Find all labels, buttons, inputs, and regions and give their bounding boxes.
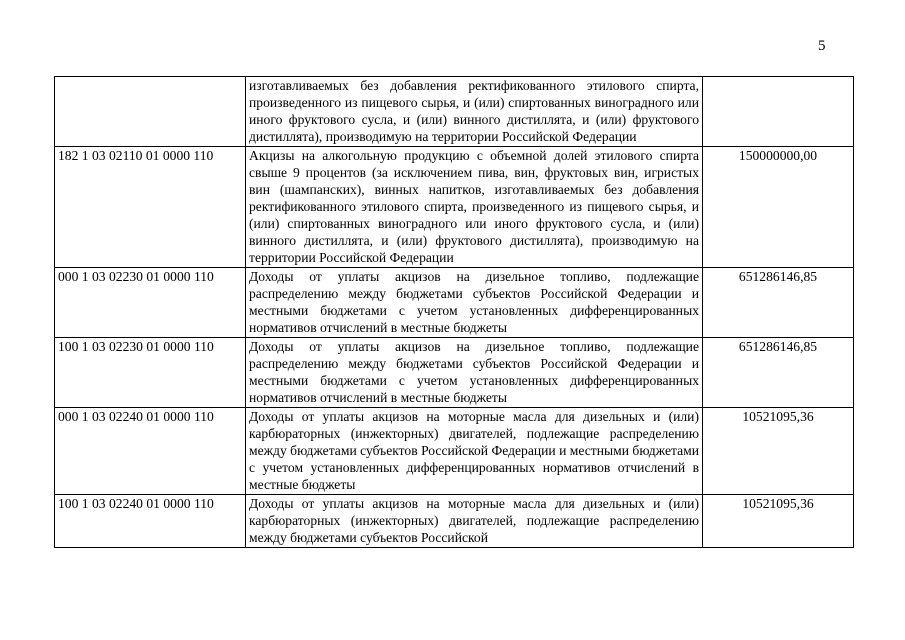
table-row	[55, 147, 854, 268]
budget-code-cell: 100 1 03 02230 01 0000 110	[55, 338, 246, 408]
description-cell: Доходы от уплаты акцизов на дизельное топливо, подлежащие распределению между бюджетами субъектов Российской Федерации и местными бюджетами с учетом установленных дифференцированных нормативов отчислений в местные бюджеты	[246, 338, 703, 408]
amount-cell: 10521095,36	[703, 408, 854, 495]
amount-cell: 651286146,85	[703, 268, 854, 338]
budget-revenue-table	[54, 76, 854, 548]
budget-code-cell: 000 1 03 02230 01 0000 110	[55, 268, 246, 338]
description-cell: Доходы от уплаты акцизов на моторные масла для дизельных и (или) карбюраторных (инжекторных) двигателей, подлежащие распределению между бюджетами субъектов Российской Федерации и местными бюджетами с учетом установленных дифференцированных нормативов отчислений в местные бюджеты	[246, 408, 703, 495]
budget-code-cell: 182 1 03 02110 01 0000 110	[55, 147, 246, 268]
table-row	[55, 495, 854, 548]
description-cell: Доходы от уплаты акцизов на дизельное топливо, подлежащие распределению между бюджетами субъектов Российской Федерации и местными бюджетами с учетом установленных дифференцированных нормативов отчислений в местные бюджеты	[246, 268, 703, 338]
budget-code-cell: 000 1 03 02240 01 0000 110	[55, 408, 246, 495]
description-cell: изготавливаемых без добавления ректификованного этилового спирта, произведенного из пищевого сырья, и (или) спиртованных виноградного или иного фруктового сусла, и (или) винного дистиллята, и (или) фруктового дистиллята), производимую на территории Российской Федерации	[246, 77, 703, 147]
amount-cell: 150000000,00	[703, 147, 854, 268]
table-row	[55, 77, 854, 147]
table-row	[55, 268, 854, 338]
description-cell: Доходы от уплаты акцизов на моторные масла для дизельных и (или) карбюраторных (инжекторных) двигателей, подлежащие распределению между бюджетами субъектов Российской	[246, 495, 703, 548]
amount-cell	[703, 77, 854, 147]
budget-code-cell: 100 1 03 02240 01 0000 110	[55, 495, 246, 548]
amount-cell: 651286146,85	[703, 338, 854, 408]
budget-code-cell	[55, 77, 246, 147]
page-number: 5	[818, 38, 826, 54]
table-row	[55, 338, 854, 408]
table-row	[55, 408, 854, 495]
description-cell: Акцизы на алкогольную продукцию с объемной долей этилового спирта свыше 9 процентов (за исключением пива, вин, фруктовых вин, игристых вин (шампанских), винных напитков, изготавливаемых без добавления ректификованного этилового спирта, произведенного из пищевого сырья, и (или) спиртованных виноградного или иного фруктового сусла, и (или) винного дистиллята, и (или) фруктового дистиллята), производимую на территории Российской Федерации	[246, 147, 703, 268]
amount-cell: 10521095,36	[703, 495, 854, 548]
